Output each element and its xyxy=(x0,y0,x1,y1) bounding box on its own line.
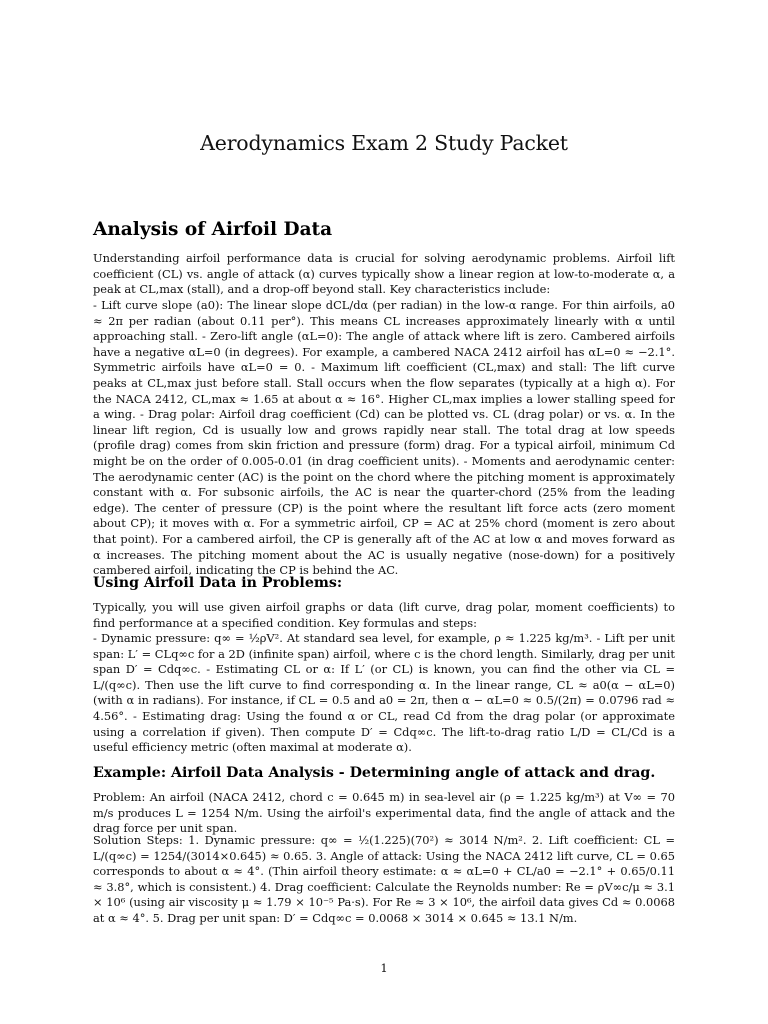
paragraph-formulas-steps: - Dynamic pressure: q∞ = ½ρV². At standard sea level, for example, ρ ≈ 1.225 kg/m³. - Lift per unit span: L′ = CLq∞c for a 2D (infinite span) airfoil, where c is the chord length. Similarly, drag per unit span D′ = Cdq∞c. - Estimating CL or α: If L′ (or CL) is known, you can find the other via CL = L/(q∞c). Then use the lift curve to find corresponding α. In the linear range, CL ≈ a0(α − αL=0) (with α in radians). For instance, if CL = 0.5 and a0 = 2π, then α − αL=0 ≈ 0.5/(2π) = 0.0796 rad ≈ 4.56°. - Estimating drag: Using the found α or CL, read Cd from the drag polar (or approximate using a correlation if given). Then compute D′ = Cdq∞c. The lift-to-drag ratio L/D = CL/Cd is a useful efficiency metric (often maximal at moderate α). xyxy=(93,631,675,755)
paragraph-problem: Problem: An airfoil (NACA 2412, chord c = 0.645 m) in sea-level air (ρ = 1.225 kg/m³) at V∞ = 70 m/s produces L = 1254 N/m. Using the airfoil's experimental data, find the angle of attack and the drag force per unit span. xyxy=(93,790,675,836)
paragraph-key-characteristics: - Lift curve slope (a0): The linear slope dCL/dα (per radian) in the low-α range. For thin airfoils, a0 ≈ 2π per radian (about 0.11 per°). This means CL increases approximately linearly with α until approaching stall. - Zero-lift angle (αL=0): The angle of attack where lift is zero. Cambered airfoils have a negative αL=0 (in degrees). For example, a cambered NACA 2412 airfoil has αL=0 ≈ −2.1°. Symmetric airfoils have αL=0 = 0. - Maximum lift coefficient (CL,max) and stall: The lift curve peaks at CL,max just before stall. Stall occurs when the flow separates (typically at a high α). For the NACA 2412, CL,max ≈ 1.65 at about α ≈ 16°. Higher CL,max implies a lower stalling speed for a wing. - Drag polar: Airfoil drag coefficient (Cd) can be plotted vs. CL (drag polar) or vs. α. In the linear lift region, Cd is usually low and grows rapidly near stall. The total drag at low speeds (profile drag) comes from skin friction and pressure (form) drag. For a typical airfoil, minimum Cd might be on the order of 0.005-0.01 (in drag coefficient units). - Moments and aerodynamic center: The aerodynamic center (AC) is the point on the chord where the pitching moment is approximately constant with α. For subsonic airfoils, the AC is near the quarter-chord (25% from the leading edge). The center of pressure (CP) is the point where the resultant lift force acts (zero moment about CP); it moves with α. For a symmetric airfoil, CP = AC at 25% chord (moment is zero about that point). For a cambered airfoil, the CP is generally aft of the AC at low α and moves forward as α increases. The pitching moment about the AC is usually negative (nose-down) for a positively cambered airfoil, indicating the CP is behind the AC. xyxy=(93,298,675,578)
section-heading-example: Example: Airfoil Data Analysis - Determining angle of attack and drag. xyxy=(93,765,656,781)
paragraph-typical-use: Typically, you will use given airfoil graphs or data (lift curve, drag polar, moment coefficients) to find performance at a specified condition. Key formulas and steps: xyxy=(93,600,675,630)
section-heading-using-data: Using Airfoil Data in Problems: xyxy=(93,575,343,591)
paragraph-solution-steps: Solution Steps: 1. Dynamic pressure: q∞ = ½(1.225)(70²) ≈ 3014 N/m². 2. Lift coefficient: CL = L/(q∞c) = 1254/(3014×0.645) ≈ 0.65. 3. Angle of attack: Using the NACA 2412 lift curve, CL = 0.65 corresponds to about α ≈ 4°. (Thin airfoil theory estimate: α ≈ αL=0 + CL/a0 = −2.1° + 0.65/0.11 ≈ 3.8°, which is consistent.) 4. Drag coefficient: Calculate the Reynolds number: Re = ρV∞c/μ ≈ 3.1 × 10⁶ (using air viscosity μ ≈ 1.79 × 10⁻⁵ Pa·s). For Re ≈ 3 × 10⁶, the airfoil data gives Cd ≈ 0.0068 at α ≈ 4°. 5. Drag per unit span: D′ = Cdq∞c = 0.0068 × 3014 × 0.645 ≈ 13.1 N/m. xyxy=(93,833,675,925)
paragraph-intro: Understanding airfoil performance data is crucial for solving aerodynamic problems. Airfoil lift coefficient (CL) vs. angle of attack (α) curves typically show a linear region at low-to-moderate α, a peak at CL,max (stall), and a drop-off beyond stall. Key characteristics include: xyxy=(93,251,675,297)
page-number: 1 xyxy=(380,961,388,975)
document-title: Aerodynamics Exam 2 Study Packet xyxy=(200,131,568,155)
section-heading-analysis: Analysis of Airfoil Data xyxy=(93,219,333,240)
